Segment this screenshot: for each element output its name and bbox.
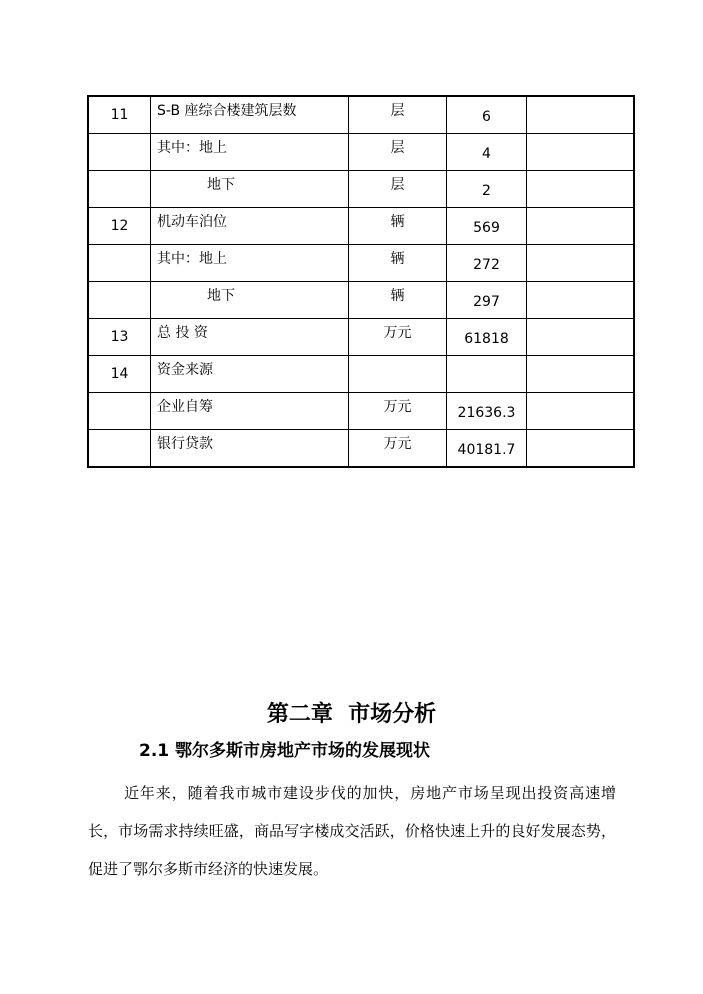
unit-cell <box>349 356 447 393</box>
item-name-cell <box>151 319 349 356</box>
body-paragraph: 近年来，随着我市城市建设步伐的加快，房地产市场呈现出投资高速增长，市场需求持续旺盛，商品写字楼成交活跃，价格快速上升的良好发展态势，促进了鄂尔多斯市经济的快速发展。 <box>88 784 616 878</box>
unit-cell <box>349 282 447 319</box>
table-row <box>88 430 634 468</box>
note-cell <box>527 208 635 245</box>
item-name-cell <box>151 208 349 245</box>
unit-cell <box>349 430 447 468</box>
row-number-cell <box>88 282 151 319</box>
table-row <box>88 134 634 171</box>
value-cell <box>447 245 527 282</box>
table-row <box>88 171 634 208</box>
unit-text: 辆 <box>390 251 405 267</box>
unit-text: 层 <box>390 177 405 193</box>
item-name-cell <box>151 356 349 393</box>
unit-text: 辆 <box>390 214 405 230</box>
value-cell <box>447 208 527 245</box>
value-text: 6 <box>482 109 491 125</box>
value-text: 40181.7 <box>457 442 516 458</box>
row-number-text: 13 <box>110 329 129 345</box>
unit-cell <box>349 171 447 208</box>
table-row <box>88 245 634 282</box>
note-cell <box>527 393 635 430</box>
item-name-text: 地下 <box>207 288 235 304</box>
table-row <box>88 96 634 134</box>
item-name-text: 其中：地上 <box>157 251 227 267</box>
value-cell <box>447 356 527 393</box>
table-row <box>88 356 634 393</box>
item-name-text: 地下 <box>207 177 235 193</box>
unit-text: 层 <box>390 103 405 119</box>
table-row <box>88 208 634 245</box>
value-cell <box>447 134 527 171</box>
unit-cell <box>349 393 447 430</box>
unit-cell <box>349 134 447 171</box>
item-name-cell <box>151 393 349 430</box>
unit-cell <box>349 208 447 245</box>
row-number-cell <box>88 96 151 134</box>
item-name-cell <box>151 96 349 134</box>
item-name-cell <box>151 430 349 468</box>
unit-text: 万元 <box>383 436 412 452</box>
row-number-text: 14 <box>110 366 129 382</box>
note-cell <box>527 282 635 319</box>
table-row <box>88 393 634 430</box>
unit-text: 万元 <box>383 325 412 341</box>
note-cell <box>527 245 635 282</box>
note-cell <box>527 171 635 208</box>
chapter-title: 第二章 市场分析 <box>266 702 437 727</box>
row-number-cell <box>88 171 151 208</box>
unit-text: 万元 <box>383 399 412 415</box>
row-number-cell <box>88 430 151 468</box>
value-text: 272 <box>473 257 500 273</box>
row-number-cell <box>88 245 151 282</box>
value-cell <box>447 430 527 468</box>
value-text: 2 <box>482 183 491 199</box>
value-cell <box>447 282 527 319</box>
row-number-cell <box>88 319 151 356</box>
value-cell <box>447 171 527 208</box>
note-cell <box>527 96 635 134</box>
value-text: 4 <box>482 146 491 162</box>
note-cell <box>527 430 635 468</box>
value-text: 21636.3 <box>457 405 516 421</box>
table-row <box>88 319 634 356</box>
note-cell <box>527 134 635 171</box>
item-name-text: 机动车泊位 <box>157 214 227 230</box>
value-text: 569 <box>473 220 500 236</box>
row-number-cell <box>88 134 151 171</box>
item-name-text: 银行贷款 <box>157 436 213 452</box>
item-name-text: 资金来源 <box>157 362 213 378</box>
value-text: 297 <box>473 294 500 310</box>
row-number-cell <box>88 393 151 430</box>
unit-text: 辆 <box>390 288 405 304</box>
item-name-text: 总 投 资 <box>157 325 208 341</box>
item-name-text: 企业自筹 <box>157 399 213 415</box>
unit-cell <box>349 96 447 134</box>
unit-text: 层 <box>390 140 405 156</box>
item-name-text: 其中：地上 <box>157 140 227 156</box>
indicator-table <box>87 95 635 468</box>
item-name-cell <box>151 134 349 171</box>
item-name-cell <box>151 171 349 208</box>
value-text: 61818 <box>464 331 509 347</box>
unit-cell <box>349 319 447 356</box>
row-number-cell <box>88 356 151 393</box>
section-title: 2.1 鄂尔多斯市房地产市场的发展现状 <box>139 741 431 761</box>
note-cell <box>527 319 635 356</box>
value-cell <box>447 393 527 430</box>
value-cell <box>447 319 527 356</box>
row-number-text: 11 <box>110 107 129 123</box>
unit-cell <box>349 245 447 282</box>
note-cell <box>527 356 635 393</box>
item-name-cell <box>151 245 349 282</box>
row-number-cell <box>88 208 151 245</box>
value-cell <box>447 96 527 134</box>
item-name-cell <box>151 282 349 319</box>
indicator-table-body <box>88 96 634 467</box>
item-name-text: S-B 座综合楼建筑层数 <box>157 103 297 119</box>
row-number-text: 12 <box>110 218 129 234</box>
table-row <box>88 282 634 319</box>
